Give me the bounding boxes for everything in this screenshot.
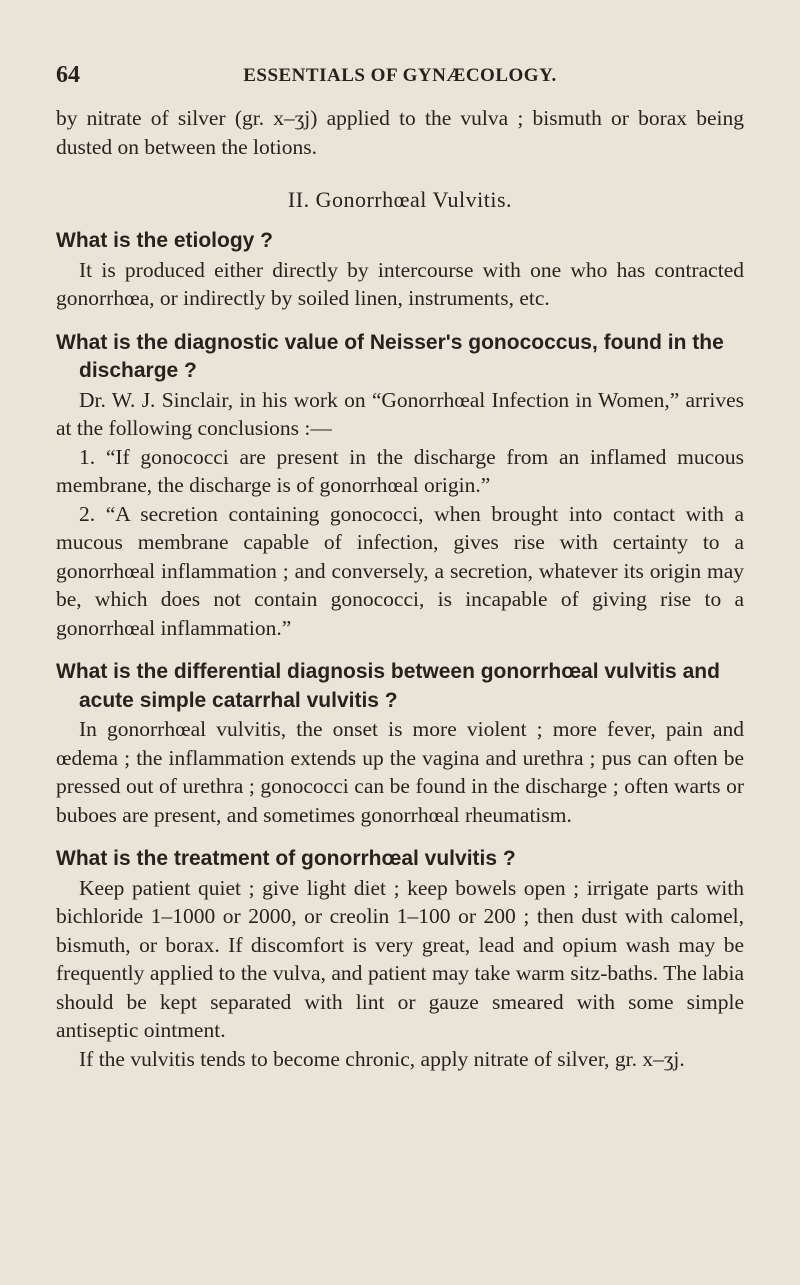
conclusion-1: 1. “If gonococci are present in the discharge from an inflamed mucous membrane, the discharge is of gonorrhœal origin.”: [56, 444, 744, 497]
intro-paragraph: by nitrate of silver (gr. x–ʒj) applied to the vulva ; bismuth or borax being dusted on between the lotions.: [56, 106, 744, 159]
running-head: ESSENTIALS OF GYNÆCOLOGY.: [243, 65, 557, 86]
question-differential-diagnosis: What is the differential diagnosis between gonorrhœal vulvitis and acute simple catarrhal vulvitis ?: [56, 660, 720, 712]
answer-paragraph: In gonorrhœal vulvitis, the onset is more violent ; more fever, pain and œdema ; the inflammation extends up the vagina and urethra ; pus can often be pressed out of urethra ; gonococci can be found in the discharge ; often warts or buboes are present, and sometimes gonorrhœal rheumatism.: [56, 717, 744, 827]
section-title: II. Gonorrhœal Vulvitis.: [287, 187, 513, 212]
question-treatment: What is the treatment of gonorrhœal vulvitis ?: [56, 847, 516, 870]
page-header: [56, 62, 744, 98]
answer-paragraph: It is produced either directly by intercourse with one who has contracted gonorrhœa, or indirectly by soiled linen, instruments, etc.: [56, 257, 744, 310]
question-etiology: What is the etiology ?: [56, 229, 274, 252]
page-number: 64: [56, 62, 80, 88]
answer-paragraph: Dr. W. J. Sinclair, in his work on “Gonorrhœal Infection in Women,” arrives at the following conclusions :—: [56, 387, 744, 440]
answer-paragraph: Keep patient quiet ; give light diet ; keep bowels open ; irrigate parts with bichloride 1–1000 or 2000, or creolin 1–100 or 200 ; then dust with calomel, bismuth, or borax. If discomfort is very great, lead and opium wash may be frequently applied to the vulva, and patient may take warm sitz-baths. The labia should be kept separated with lint or gauze smeared with some simple antiseptic ointment.: [56, 875, 744, 1042]
conclusion-2: 2. “A secretion containing gonococci, when brought into contact with a mucous membrane capable of infection, gives rise with certainty to a gonorrhœal inflammation ; and conversely, a secretion, whatever its origin may be, which does not contain gonococci, is incapable of giving rise to a gonorrhœal inflammation.”: [56, 501, 744, 640]
question-diagnostic-value: What is the diagnostic value of Neisser's gonococcus, found in the discharge ?: [56, 330, 724, 382]
answer-paragraph: If the vulvitis tends to become chronic, apply nitrate of silver, gr. x–ʒj.: [79, 1046, 685, 1071]
